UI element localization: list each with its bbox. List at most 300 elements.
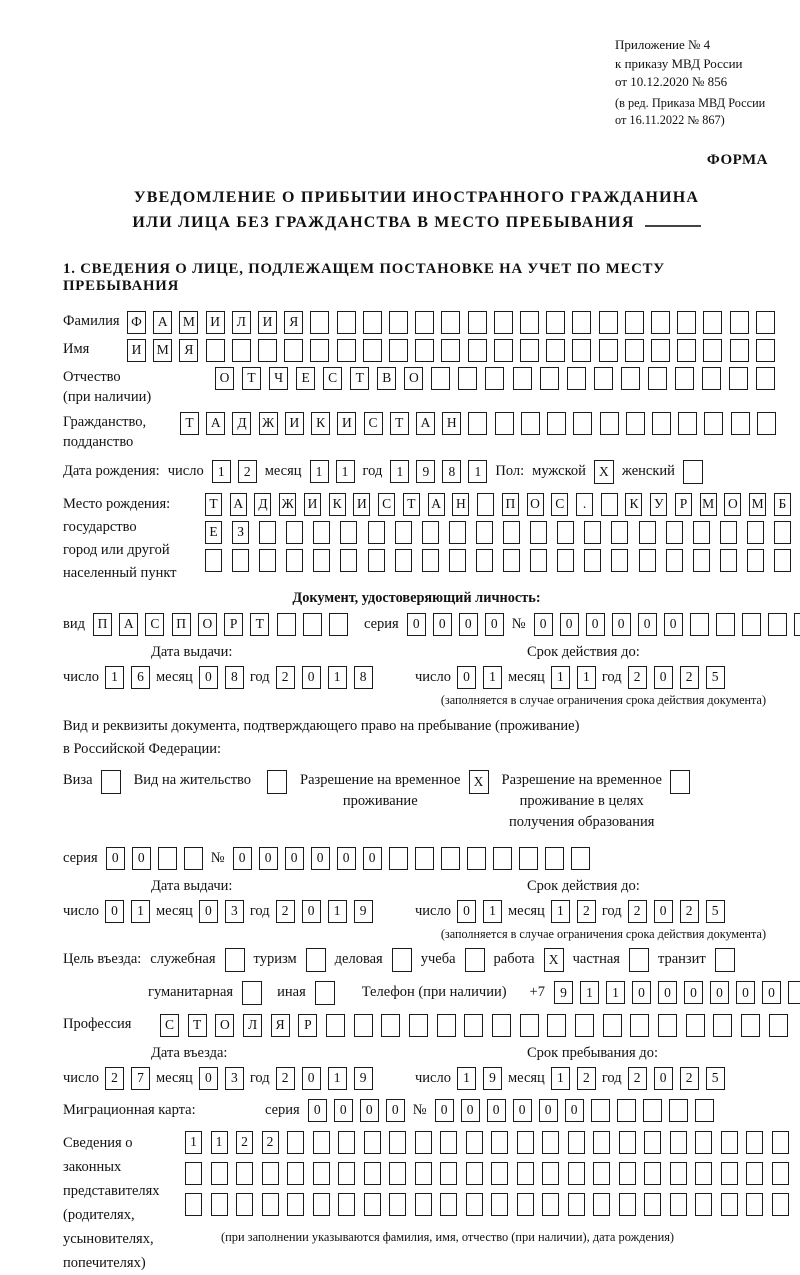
purpose-business-checkbox[interactable] [392,948,412,972]
char-box[interactable] [720,549,737,572]
char-box[interactable] [389,1162,406,1185]
char-box[interactable] [772,1162,789,1185]
char-box[interactable] [440,1193,457,1216]
char-box[interactable]: 5 [706,900,725,923]
char-box[interactable] [794,613,800,636]
char-box[interactable] [287,1131,304,1154]
char-box[interactable] [466,1162,483,1185]
char-box[interactable] [772,1131,789,1154]
char-box[interactable] [389,847,408,870]
char-box[interactable] [721,1162,738,1185]
purpose-official-checkbox[interactable] [225,948,245,972]
char-box[interactable]: 0 [459,613,478,636]
purpose-transit-checkbox[interactable] [715,948,735,972]
char-box[interactable]: П [502,493,519,516]
purpose-private-checkbox[interactable] [629,948,649,972]
char-box[interactable] [467,847,486,870]
char-box[interactable] [440,1162,457,1185]
char-box[interactable]: 0 [684,981,703,1004]
char-box[interactable] [746,1162,763,1185]
char-box[interactable]: 1 [457,1067,476,1090]
char-box[interactable] [513,367,532,390]
char-box[interactable] [768,613,787,636]
char-box[interactable]: М [700,493,717,516]
char-box[interactable] [491,1131,508,1154]
char-box[interactable] [747,549,764,572]
char-box[interactable] [666,521,683,544]
char-box[interactable] [730,339,749,362]
char-box[interactable] [600,412,619,435]
char-box[interactable] [675,367,694,390]
char-box[interactable] [731,412,750,435]
char-box[interactable] [584,521,601,544]
char-box[interactable]: О [198,613,217,636]
char-box[interactable] [546,339,565,362]
char-box[interactable] [236,1193,253,1216]
char-box[interactable]: 0 [664,613,683,636]
char-box[interactable] [520,1014,539,1037]
char-box[interactable]: 9 [483,1067,502,1090]
char-box[interactable]: 0 [132,847,151,870]
char-box[interactable]: С [364,412,383,435]
char-box[interactable] [567,367,586,390]
char-box[interactable]: 0 [386,1099,405,1122]
char-box[interactable] [415,1193,432,1216]
char-box[interactable] [530,521,547,544]
char-box[interactable]: 0 [457,666,476,689]
char-box[interactable]: О [215,1014,234,1037]
char-box[interactable] [546,311,565,334]
char-box[interactable]: И [304,493,321,516]
char-box[interactable] [485,367,504,390]
char-box[interactable]: 0 [612,613,631,636]
char-box[interactable] [651,311,670,334]
char-box[interactable] [185,1193,202,1216]
char-box[interactable] [644,1193,661,1216]
char-box[interactable]: 2 [628,900,647,923]
char-box[interactable]: Д [254,493,271,516]
char-box[interactable]: 1 [483,900,502,923]
purpose-humanitarian-checkbox[interactable] [242,981,262,1005]
char-box[interactable] [756,367,775,390]
char-box[interactable]: 0 [285,847,304,870]
char-box[interactable] [639,549,656,572]
char-box[interactable] [568,1162,585,1185]
char-box[interactable] [542,1162,559,1185]
char-box[interactable]: 3 [225,900,244,923]
char-box[interactable]: 2 [680,1067,699,1090]
char-box[interactable]: 0 [407,613,426,636]
char-box[interactable]: Н [452,493,469,516]
char-box[interactable]: 0 [106,847,125,870]
char-box[interactable]: Т [250,613,269,636]
char-box[interactable]: 1 [551,1067,570,1090]
char-box[interactable]: 0 [534,613,553,636]
char-box[interactable]: Д [232,412,251,435]
char-box[interactable] [774,521,791,544]
char-box[interactable] [617,1099,636,1122]
char-box[interactable] [644,1131,661,1154]
char-box[interactable] [476,521,493,544]
char-box[interactable] [756,311,775,334]
char-box[interactable]: 2 [276,900,295,923]
char-box[interactable]: А [428,493,445,516]
char-box[interactable]: Т [350,367,369,390]
char-box[interactable] [310,339,329,362]
char-box[interactable]: Т [188,1014,207,1037]
char-box[interactable] [547,412,566,435]
char-box[interactable]: И [258,311,277,334]
char-box[interactable] [519,847,538,870]
char-box[interactable] [769,1014,788,1037]
char-box[interactable] [594,367,613,390]
char-box[interactable]: 2 [680,666,699,689]
residence-permit-checkbox[interactable] [267,770,287,794]
char-box[interactable]: 0 [658,981,677,1004]
char-box[interactable] [468,339,487,362]
char-box[interactable] [571,847,590,870]
char-box[interactable] [458,367,477,390]
char-box[interactable] [206,339,225,362]
char-box[interactable] [466,1131,483,1154]
char-box[interactable]: И [206,311,225,334]
char-box[interactable]: Б [774,493,791,516]
char-box[interactable]: 0 [457,900,476,923]
char-box[interactable]: 1 [328,666,347,689]
char-box[interactable] [395,521,412,544]
char-box[interactable]: 2 [238,460,257,483]
char-box[interactable]: 0 [632,981,651,1004]
char-box[interactable] [757,412,776,435]
char-box[interactable]: 7 [131,1067,150,1090]
char-box[interactable]: 0 [586,613,605,636]
char-box[interactable]: Т [390,412,409,435]
char-box[interactable]: 0 [710,981,729,1004]
char-box[interactable]: А [230,493,247,516]
char-box[interactable] [670,1162,687,1185]
char-box[interactable] [313,1131,330,1154]
char-box[interactable]: З [232,521,249,544]
char-box[interactable] [545,847,564,870]
char-box[interactable] [626,412,645,435]
char-box[interactable] [340,549,357,572]
char-box[interactable] [702,367,721,390]
char-box[interactable]: 0 [560,613,579,636]
char-box[interactable] [211,1162,228,1185]
char-box[interactable] [441,311,460,334]
char-box[interactable] [678,412,697,435]
char-box[interactable] [677,311,696,334]
char-box[interactable] [389,339,408,362]
char-box[interactable] [772,1193,789,1216]
char-box[interactable] [437,1014,456,1037]
char-box[interactable] [415,1131,432,1154]
char-box[interactable] [599,339,618,362]
char-box[interactable] [651,339,670,362]
purpose-other-checkbox[interactable] [315,981,335,1005]
char-box[interactable]: 1 [212,460,231,483]
char-box[interactable] [747,521,764,544]
char-box[interactable] [774,549,791,572]
char-box[interactable]: С [145,613,164,636]
char-box[interactable] [184,847,203,870]
char-box[interactable]: 2 [577,1067,596,1090]
char-box[interactable] [669,1099,688,1122]
char-box[interactable] [415,339,434,362]
char-box[interactable] [695,1099,714,1122]
visa-checkbox[interactable] [101,770,121,794]
char-box[interactable]: 0 [308,1099,327,1122]
char-box[interactable] [354,1014,373,1037]
char-box[interactable]: Я [179,339,198,362]
char-box[interactable]: 9 [354,1067,373,1090]
char-box[interactable] [363,339,382,362]
char-box[interactable] [521,412,540,435]
char-box[interactable] [716,613,735,636]
char-box[interactable] [389,311,408,334]
char-box[interactable] [495,412,514,435]
char-box[interactable] [395,549,412,572]
char-box[interactable]: 1 [336,460,355,483]
char-box[interactable]: 0 [513,1099,532,1122]
char-box[interactable] [476,549,493,572]
char-box[interactable]: 0 [487,1099,506,1122]
char-box[interactable]: 9 [416,460,435,483]
char-box[interactable]: У [650,493,667,516]
char-box[interactable]: 2 [105,1067,124,1090]
char-box[interactable]: 0 [302,666,321,689]
char-box[interactable]: 0 [233,847,252,870]
char-box[interactable] [494,311,513,334]
char-box[interactable]: 1 [310,460,329,483]
char-box[interactable] [670,1131,687,1154]
char-box[interactable] [422,521,439,544]
char-box[interactable] [185,1162,202,1185]
char-box[interactable]: 0 [762,981,781,1004]
char-box[interactable]: И [285,412,304,435]
char-box[interactable]: А [416,412,435,435]
char-box[interactable]: 0 [334,1099,353,1122]
char-box[interactable]: 0 [360,1099,379,1122]
char-box[interactable] [205,549,222,572]
char-box[interactable] [520,339,539,362]
char-box[interactable] [520,311,539,334]
char-box[interactable] [503,521,520,544]
char-box[interactable]: 2 [262,1131,279,1154]
char-box[interactable] [619,1131,636,1154]
char-box[interactable] [468,412,487,435]
char-box[interactable] [364,1131,381,1154]
char-box[interactable] [313,521,330,544]
char-box[interactable] [262,1193,279,1216]
char-box[interactable]: Л [232,311,251,334]
char-box[interactable]: 5 [706,1067,725,1090]
char-box[interactable] [449,521,466,544]
char-box[interactable] [695,1131,712,1154]
char-box[interactable]: С [323,367,342,390]
char-box[interactable] [568,1193,585,1216]
char-box[interactable] [693,521,710,544]
char-box[interactable] [670,1193,687,1216]
char-box[interactable] [695,1193,712,1216]
char-box[interactable]: Ж [259,412,278,435]
char-box[interactable]: 1 [483,666,502,689]
char-box[interactable]: 9 [554,981,573,1004]
char-box[interactable] [286,521,303,544]
char-box[interactable] [625,311,644,334]
char-box[interactable] [742,613,761,636]
char-box[interactable]: 0 [736,981,755,1004]
char-box[interactable] [158,847,177,870]
char-box[interactable]: К [329,493,346,516]
char-box[interactable] [415,1162,432,1185]
char-box[interactable]: С [160,1014,179,1037]
char-box[interactable]: А [119,613,138,636]
char-box[interactable] [603,1014,622,1037]
char-box[interactable]: 2 [628,1067,647,1090]
char-box[interactable]: О [724,493,741,516]
char-box[interactable]: Р [675,493,692,516]
char-box[interactable]: Л [243,1014,262,1037]
char-box[interactable] [441,847,460,870]
char-box[interactable]: И [337,412,356,435]
char-box[interactable] [389,1193,406,1216]
char-box[interactable]: Е [296,367,315,390]
char-box[interactable] [542,1193,559,1216]
char-box[interactable] [721,1131,738,1154]
char-box[interactable]: 2 [276,666,295,689]
char-box[interactable]: Т [205,493,222,516]
char-box[interactable] [368,521,385,544]
char-box[interactable] [415,311,434,334]
char-box[interactable] [286,549,303,572]
char-box[interactable] [575,1014,594,1037]
char-box[interactable] [422,549,439,572]
char-box[interactable]: 1 [580,981,599,1004]
char-box[interactable] [666,549,683,572]
char-box[interactable] [381,1014,400,1037]
char-box[interactable] [611,521,628,544]
char-box[interactable] [695,1162,712,1185]
char-box[interactable]: О [215,367,234,390]
char-box[interactable] [491,1162,508,1185]
char-box[interactable]: 1 [577,666,596,689]
char-box[interactable] [337,339,356,362]
char-box[interactable] [619,1162,636,1185]
char-box[interactable] [287,1193,304,1216]
purpose-work-checkbox[interactable]: X [544,948,564,972]
char-box[interactable] [338,1162,355,1185]
char-box[interactable] [468,311,487,334]
char-box[interactable] [441,339,460,362]
char-box[interactable] [409,1014,428,1037]
char-box[interactable] [236,1162,253,1185]
char-box[interactable] [730,311,749,334]
char-box[interactable]: 1 [105,666,124,689]
char-box[interactable] [542,1131,559,1154]
char-box[interactable]: 0 [539,1099,558,1122]
char-box[interactable]: 1 [185,1131,202,1154]
char-box[interactable]: 9 [354,900,373,923]
char-box[interactable] [313,1162,330,1185]
char-box[interactable] [572,339,591,362]
char-box[interactable] [746,1131,763,1154]
char-box[interactable]: 1 [131,900,150,923]
char-box[interactable] [547,1014,566,1037]
char-box[interactable] [466,1193,483,1216]
char-box[interactable] [599,311,618,334]
char-box[interactable]: 0 [199,666,218,689]
char-box[interactable] [788,981,800,1004]
char-box[interactable]: 1 [390,460,409,483]
char-box[interactable] [232,549,249,572]
char-box[interactable] [284,339,303,362]
char-box[interactable] [364,1193,381,1216]
char-box[interactable] [338,1193,355,1216]
char-box[interactable]: 1 [551,666,570,689]
char-box[interactable]: В [377,367,396,390]
char-box[interactable] [703,311,722,334]
char-box[interactable] [262,1162,279,1185]
sex-female-checkbox[interactable] [683,460,703,484]
char-box[interactable]: Т [180,412,199,435]
char-box[interactable] [686,1014,705,1037]
char-box[interactable] [704,412,723,435]
char-box[interactable]: 0 [337,847,356,870]
char-box[interactable]: И [353,493,370,516]
char-box[interactable] [303,613,322,636]
char-box[interactable] [310,311,329,334]
char-box[interactable] [625,339,644,362]
char-box[interactable] [601,493,618,516]
char-box[interactable]: 8 [442,460,461,483]
char-box[interactable]: 8 [225,666,244,689]
char-box[interactable] [491,1193,508,1216]
char-box[interactable] [517,1162,534,1185]
char-box[interactable] [415,847,434,870]
char-box[interactable]: К [625,493,642,516]
char-box[interactable]: М [749,493,766,516]
char-box[interactable] [493,847,512,870]
char-box[interactable]: Н [442,412,461,435]
char-box[interactable] [211,1193,228,1216]
char-box[interactable] [313,549,330,572]
char-box[interactable]: 0 [638,613,657,636]
char-box[interactable] [693,549,710,572]
char-box[interactable]: 0 [654,1067,673,1090]
char-box[interactable] [621,367,640,390]
char-box[interactable] [658,1014,677,1037]
char-box[interactable] [593,1193,610,1216]
char-box[interactable] [652,412,671,435]
char-box[interactable] [464,1014,483,1037]
char-box[interactable]: 0 [565,1099,584,1122]
char-box[interactable]: К [311,412,330,435]
char-box[interactable]: 0 [105,900,124,923]
char-box[interactable] [338,1131,355,1154]
temp-residence-education-checkbox[interactable] [670,770,690,794]
char-box[interactable]: М [179,311,198,334]
char-box[interactable] [648,367,667,390]
char-box[interactable] [630,1014,649,1037]
char-box[interactable]: 0 [302,1067,321,1090]
char-box[interactable]: Ч [269,367,288,390]
purpose-tourism-checkbox[interactable] [306,948,326,972]
char-box[interactable] [720,521,737,544]
char-box[interactable] [741,1014,760,1037]
char-box[interactable]: 1 [468,460,487,483]
char-box[interactable]: Е [205,521,222,544]
